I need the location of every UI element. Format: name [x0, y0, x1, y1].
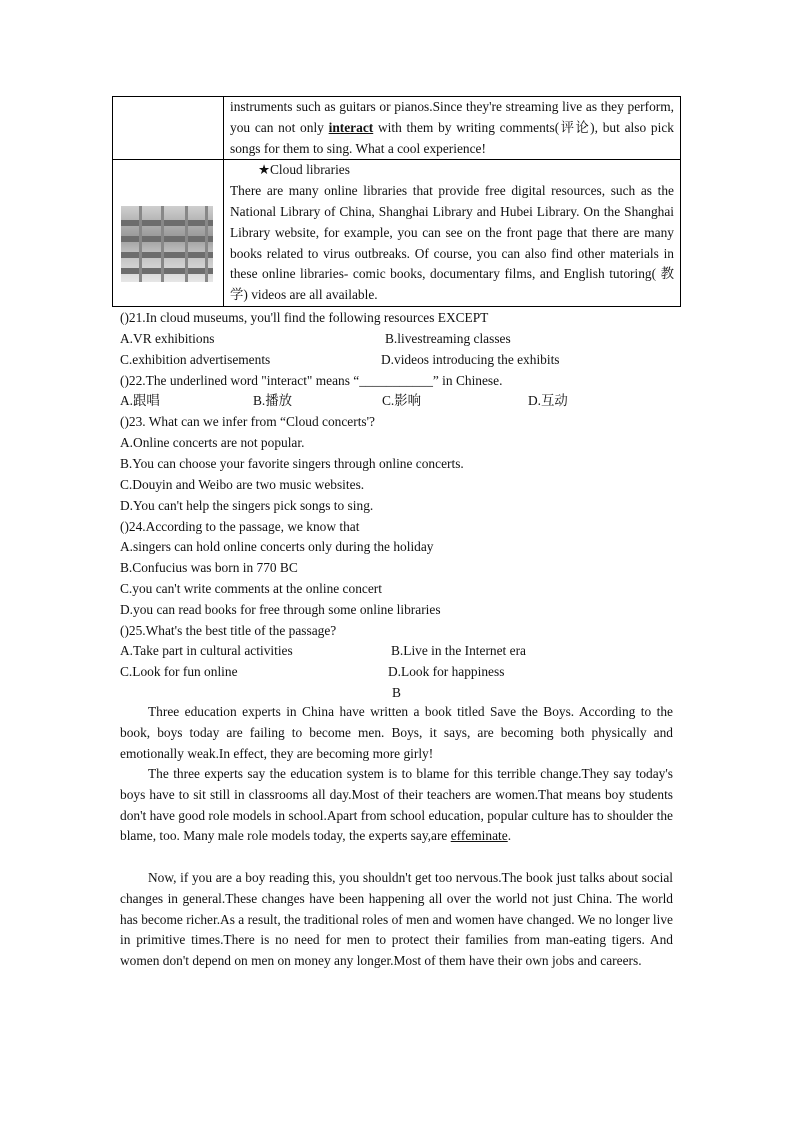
reading-table [112, 96, 681, 307]
table-cell-text [224, 160, 681, 307]
paragraph-3: Now, if you are a boy reading this, you shouldn't get too nervous.The book just talks about social changes in general.These changes have been happening all over the world not just China. The world has become richer.As a result, the traditional roles of men and women have changed. We no longer live in primitive times.There is no need for men to protect their families from man-eating tigers. And women don't depend on men on money any longer.Most of them have their own jobs and careers. [120, 870, 673, 969]
section-label: B [392, 685, 401, 700]
option-d: D.You can't help the singers pick songs to sing. [120, 498, 374, 513]
table-row [113, 160, 681, 307]
question-22 [120, 372, 502, 389]
text-fragment: . [507, 828, 512, 844]
option-c: C.exhibition advertisements [120, 352, 271, 367]
underlined-word-interact: interact [328, 119, 374, 135]
option-a: A.Online concerts are not popular. [120, 435, 305, 450]
option-c: C.Look for fun online [120, 664, 238, 679]
underlined-word-effeminate: effeminate [450, 828, 508, 844]
option-d: D.videos introducing the exhibits [381, 352, 560, 367]
table-row [113, 97, 681, 160]
question-24: ()24.According to the passage, we know that [120, 519, 360, 534]
cloud-libraries-text: There are many online libraries that provide free digital resources, such as the National Library of China, Shanghai Library and Hubei Library. On the Shanghai Library website, for example, you can see on the front page that there are many books related to virus outbreaks. Of course, you can also find other materials in these online libraries- comic books, documentary films, and English tutoring( 教学) videos are all available. [230, 183, 674, 303]
paragraph-2 [120, 764, 673, 847]
paragraph-1: Three education experts in China have written a book titled Save the Boys. According to the book, boys today are failing to become men. Boys, it says, are becoming both physically and emotionally weak.In effect, they are becoming more girly! [120, 704, 673, 761]
table-cell-empty [113, 97, 224, 160]
question-23: ()23. What can we infer from “Cloud concerts'? [120, 414, 375, 429]
option-b: B.Live in the Internet era [391, 643, 526, 658]
cloud-libraries-heading: ★Cloud libraries [258, 162, 350, 178]
option-b: B.You can choose your favorite singers through online concerts. [120, 456, 464, 471]
table-cell-text [224, 97, 681, 160]
option-a: A.singers can hold online concerts only during the holiday [120, 539, 434, 554]
cloud-concerts-continuation [230, 97, 674, 159]
option-a: A.跟唱 [120, 393, 160, 408]
option-b: B.播放 [253, 393, 293, 408]
library-photo [121, 206, 213, 282]
text-fragment: ()22.The underlined word "interact" means “ [120, 373, 360, 388]
option-a: A.Take part in cultural activities [120, 643, 293, 658]
table-cell-image [113, 160, 224, 307]
question-21: ()21.In cloud museums, you'll find the following resources EXCEPT [120, 310, 489, 325]
option-c: C.Douyin and Weibo are two music websites. [120, 477, 365, 492]
option-d: D.you can read books for free through some online libraries [120, 602, 441, 617]
option-a: A.VR exhibitions [120, 331, 215, 346]
text-fragment: instruments such as guitars or pianos.Since they're streaming live as they perform, you can not only [230, 99, 674, 135]
answer-blank: ___________ [359, 373, 433, 388]
option-c: C.影响 [382, 393, 422, 408]
option-d: D.Look for happiness [388, 664, 505, 679]
question-25: ()25.What's the best title of the passage? [120, 623, 337, 638]
text-fragment: with them by writing comments(评论), but also pick songs for them to sing. What a cool experience! [230, 119, 674, 156]
option-b: B.livestreaming classes [385, 331, 511, 346]
option-b: B.Confucius was born in 770 BC [120, 560, 298, 575]
option-d: D.互动 [528, 393, 568, 408]
option-c: C.you can't write comments at the online concert [120, 581, 382, 596]
text-fragment: ” in Chinese. [432, 373, 503, 388]
text-fragment: The three experts say the education system is to blame for this terrible change.They say today's boys have to sit still in classrooms all day.Most of their teachers are women.That means boy students don't have good role models in school.Apart from school education, popular culture has to shoulder the blame, too. Many male role models today, the experts say,are [120, 766, 673, 844]
